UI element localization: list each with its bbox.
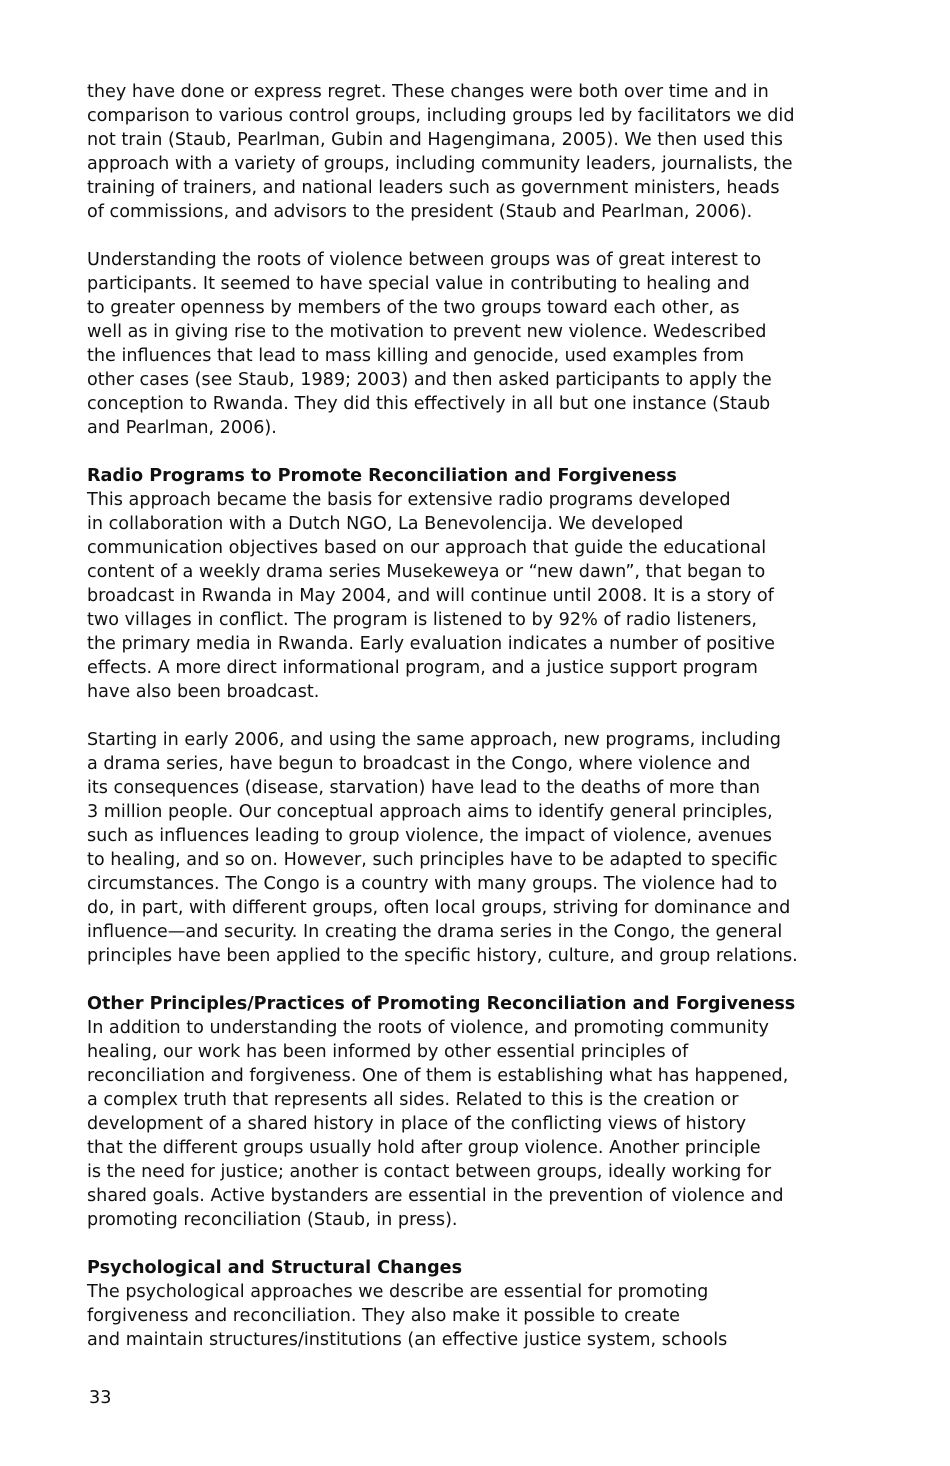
text-line: that the different groups usually hold after group violence. Another principle bbox=[87, 1138, 761, 1158]
text-line: principles have been applied to the specific history, culture, and group relations. bbox=[87, 946, 798, 966]
text-line: and Pearlman, 2006). bbox=[87, 418, 277, 438]
paragraph-roots-of-violence bbox=[87, 248, 877, 440]
text-line: a drama series, have begun to broadcast in the Congo, where violence and bbox=[87, 754, 751, 774]
text-line: participants. It seemed to have special value in contributing to healing and bbox=[87, 274, 750, 294]
text-line: the influences that lead to mass killing and genocide, used examples from bbox=[87, 346, 744, 366]
text-line: influence—and security. In creating the drama series in the Congo, the general bbox=[87, 922, 783, 942]
text-line: two villages in conflict. The program is listened to by 92% of radio listeners, bbox=[87, 610, 757, 630]
text-line: its consequences (disease, starvation) have lead to the deaths of more than bbox=[87, 778, 760, 798]
text-line: they have done or express regret. These changes were both over time and in bbox=[87, 82, 769, 102]
text-line: circumstances. The Congo is a country with many groups. The violence had to bbox=[87, 874, 778, 894]
section-heading: Other Principles/Practices of Promoting Reconciliation and Forgiveness bbox=[87, 994, 796, 1014]
section-other-principles bbox=[87, 992, 877, 1232]
text-line: approach with a variety of groups, including community leaders, journalists, the bbox=[87, 154, 793, 174]
section-heading: Radio Programs to Promote Reconciliation and Forgiveness bbox=[87, 466, 677, 486]
text-line: well as in giving rise to the motivation to prevent new violence. Wedescribed bbox=[87, 322, 767, 342]
section-heading: Psychological and Structural Changes bbox=[87, 1258, 463, 1278]
text-line: is the need for justice; another is contact between groups, ideally working for bbox=[87, 1162, 772, 1182]
text-line: conception to Rwanda. They did this effectively in all but one instance (Staub bbox=[87, 394, 771, 414]
text-line: Starting in early 2006, and using the same approach, new programs, including bbox=[87, 730, 781, 750]
text-line: to healing, and so on. However, such principles have to be adapted to specific bbox=[87, 850, 778, 870]
text-line: a complex truth that represents all sides. Related to this is the creation or bbox=[87, 1090, 739, 1110]
text-line: and maintain structures/institutions (an effective justice system, schools bbox=[87, 1330, 728, 1350]
text-line: forgiveness and reconciliation. They also make it possible to create bbox=[87, 1306, 680, 1326]
text-line: not train (Staub, Pearlman, Gubin and Hagengimana, 2005). We then used this bbox=[87, 130, 783, 150]
text-line: development of a shared history in place of the conflicting views of history bbox=[87, 1114, 747, 1134]
text-line: training of trainers, and national leaders such as government ministers, heads bbox=[87, 178, 780, 198]
text-line: content of a weekly drama series Musekeweya or “new dawn”, that began to bbox=[87, 562, 766, 582]
text-line: comparison to various control groups, including groups led by facilitators we did bbox=[87, 106, 795, 126]
text-line: other cases (see Staub, 1989; 2003) and then asked participants to apply the bbox=[87, 370, 772, 390]
page-number: 33 bbox=[89, 1388, 112, 1408]
text-line: 3 million people. Our conceptual approach aims to identify general principles, bbox=[87, 802, 773, 822]
text-line: This approach became the basis for extensive radio programs developed bbox=[87, 490, 731, 510]
text-line: broadcast in Rwanda in May 2004, and will continue until 2008. It is a story of bbox=[87, 586, 774, 606]
text-line: In addition to understanding the roots of violence, and promoting community bbox=[87, 1018, 769, 1038]
text-line: The psychological approaches we describe are essential for promoting bbox=[87, 1282, 709, 1302]
document-page bbox=[87, 80, 877, 1376]
paragraph-intro bbox=[87, 80, 877, 224]
text-line: have also been broadcast. bbox=[87, 682, 320, 702]
text-line: healing, our work has been informed by other essential principles of bbox=[87, 1042, 689, 1062]
text-line: do, in part, with different groups, often local groups, striving for dominance and bbox=[87, 898, 791, 918]
text-line: promoting reconciliation (Staub, in press). bbox=[87, 1210, 458, 1230]
text-line: the primary media in Rwanda. Early evaluation indicates a number of positive bbox=[87, 634, 775, 654]
text-line: effects. A more direct informational program, and a justice support program bbox=[87, 658, 758, 678]
text-line: in collaboration with a Dutch NGO, La Benevolencija. We developed bbox=[87, 514, 684, 534]
section-radio-programs bbox=[87, 464, 877, 704]
text-line: communication objectives based on our approach that guide the educational bbox=[87, 538, 767, 558]
text-line: of commissions, and advisors to the president (Staub and Pearlman, 2006). bbox=[87, 202, 753, 222]
text-line: to greater openness by members of the two groups toward each other, as bbox=[87, 298, 740, 318]
text-line: such as influences leading to group violence, the impact of violence, avenues bbox=[87, 826, 772, 846]
paragraph-congo bbox=[87, 728, 877, 968]
text-line: reconciliation and forgiveness. One of them is establishing what has happened, bbox=[87, 1066, 789, 1086]
section-psychological-structural bbox=[87, 1256, 877, 1352]
text-line: Understanding the roots of violence between groups was of great interest to bbox=[87, 250, 762, 270]
text-line: shared goals. Active bystanders are essential in the prevention of violence and bbox=[87, 1186, 784, 1206]
